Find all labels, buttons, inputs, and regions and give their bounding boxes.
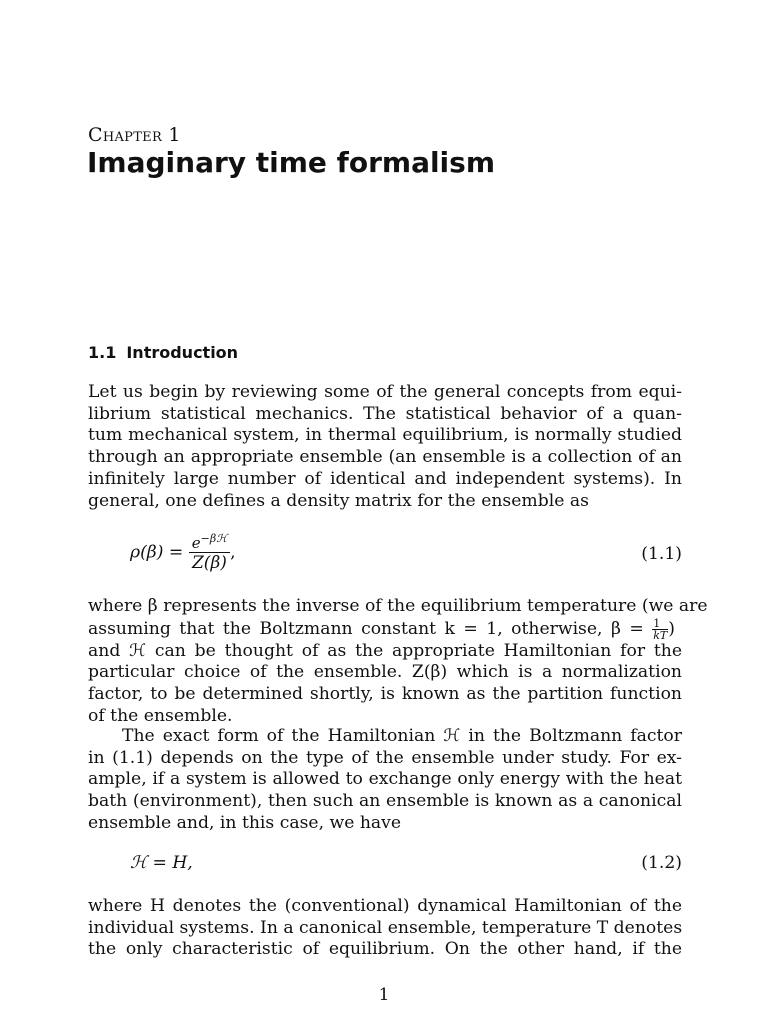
section-heading <box>88 343 238 362</box>
equation-fraction <box>189 532 230 573</box>
text-line: through an appropriate ensemble (an ensemble is a collection of an <box>88 447 682 468</box>
equation-1-1 <box>88 532 682 580</box>
numerator-exponent: −βℋ <box>200 532 228 545</box>
section-title: Introduction <box>126 343 239 362</box>
text-line: tum mechanical system, in thermal equilibrium, is normally studied <box>88 425 682 446</box>
text-segment: ) <box>668 618 675 639</box>
equation-body <box>130 532 236 573</box>
text-line: individual systems. In a canonical ensemble, temperature T denotes <box>88 917 683 938</box>
fraction-denominator: Z(β) <box>192 553 227 573</box>
text-line: where H denotes the (conventional) dynamical Hamiltonian of the <box>88 896 682 916</box>
chapter-title: Imaginary time formalism <box>87 146 495 179</box>
fraction-numerator <box>189 532 230 553</box>
inline-fraction <box>652 618 668 641</box>
page-number: 1 <box>378 985 390 1005</box>
paragraph-3 <box>88 726 682 835</box>
text-line: infinitely large number of identical and independent systems). In <box>88 468 682 489</box>
text-line: the only characteristic of equilibrium. On the other hand, if the <box>88 939 682 960</box>
equation-number: (1.2) <box>641 853 682 873</box>
text-line: ample, if a system is allowed to exchange only energy with the heat <box>88 769 682 790</box>
equation-1-2 <box>88 853 682 877</box>
section-number: 1.1 <box>88 343 117 362</box>
text-segment: assuming that the Boltzmann constant k = 1, otherwise, β = <box>88 618 653 639</box>
text-line: factor, to be determined shortly, is known as the partition function <box>88 684 682 705</box>
text-line-with-fraction <box>88 618 682 641</box>
paragraph-2 <box>88 596 708 728</box>
equation-number: (1.1) <box>641 544 682 564</box>
text-line: Let us begin by reviewing some of the general concepts from equi- <box>88 382 682 402</box>
inline-fraction-denominator: kT <box>653 628 668 642</box>
text-line: of the ensemble. <box>88 705 233 726</box>
paragraph-1 <box>88 382 682 512</box>
text-line: librium statistical mechanics. The statistical behavior of a quan- <box>88 403 682 424</box>
text-line: bath (environment), then such an ensemble is known as a canonical <box>88 791 682 812</box>
numerator-base: e <box>191 534 201 552</box>
text-line: and ℋ can be thought of as the appropriate Hamiltonian for the <box>88 640 682 661</box>
paragraph-4 <box>88 896 682 961</box>
text-line: The exact form of the Hamiltonian ℋ in the Boltzmann factor <box>122 726 682 746</box>
inline-fraction-numerator: 1 <box>652 618 668 630</box>
text-line: particular choice of the ensemble. Z(β) which is a normalization <box>88 662 682 683</box>
text-line: general, one defines a density matrix for the ensemble as <box>88 490 589 511</box>
text-line: in (1.1) depends on the type of the ensemble under study. For ex- <box>88 747 682 768</box>
text-line: where β represents the inverse of the equilibrium temperature (we are <box>88 596 708 616</box>
equation-body: ℋ = H, <box>130 853 193 873</box>
equation-trail: , <box>230 542 236 563</box>
text-line: ensemble and, in this case, we have <box>88 812 402 833</box>
chapter-label: Chapter 1 <box>88 124 181 146</box>
equation-lhs: ρ(β) = <box>130 542 189 563</box>
